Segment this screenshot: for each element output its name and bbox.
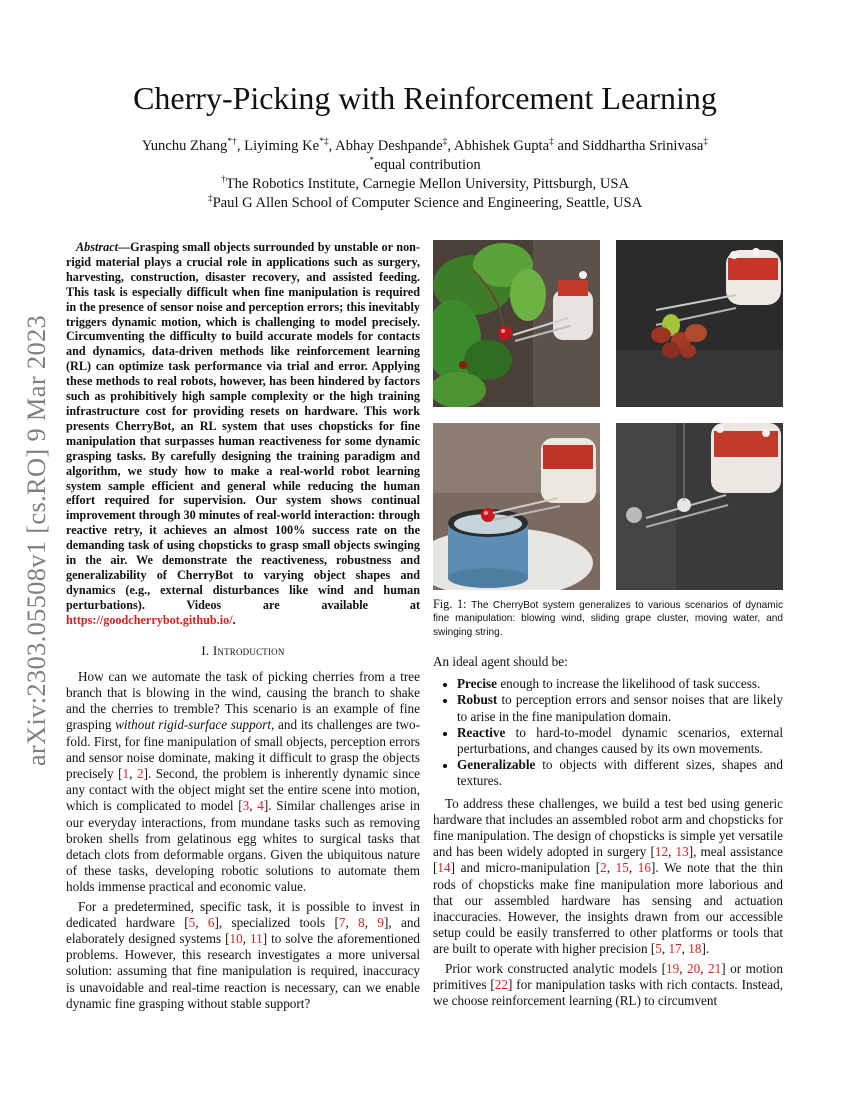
abstract-text: —Grasping small objects surrounded by unstable or non-rigid material plays a crucial role in applications such as surgery, harvesting, construction, disaster recovery, and assisted feeding. This task is especially difficult when fine manipulation is required in the presence of sensor noise and perception errors; this inevitably triggers dynamic motion, which is challenging to model precisely. Circumventing the difficulty to build accurate models for contacts and dynamics, data-driven methods like reinforcement learning (RL) can optimize task performance via trial and error. Applying these methods to real robots, however, has been hindered by factors such as prohibitively high sample complexity or the high training infrastructure cost for providing resets on hardware. This work presents CherryBot, an RL system that uses chopsticks for fine manipulation that surpasses human reactiveness for some dynamic grasping tasks. By carefully designing the training paradigm and algorithm, we study how to make a real-world robot learning system sample efficient and general while reducing the human effort required for supervision. Our system shows continual improvement through 30 minutes of real-world interaction: through reactive retry, it achieves an almost 100% success rate on the demanding task of using chopsticks to grasp small objects swinging in the air. We demonstrate the reactiveness, robustness and generalizability of CherryBot to varying object shapes and dynamics (e.g., external disturbances like wind and human perturbations). Videos are available at: [66, 240, 420, 612]
author-mark: *‡: [319, 137, 329, 148]
citation[interactable]: 20: [687, 960, 701, 976]
abstract: Abstract—Grasping small objects surrounded by unstable or non-rigid material plays a crucial role in applications such as surgery, harvesting, construction, disaster recovery, and assisted feeding. This task is especially difficult when fine manipulation is required in the presence of sensor noise and perception errors; this inevitably triggers dynamic motion, which is challenging to model precisely. Circumventing the difficulty to build accurate models for contacts and dynamics, data-driven methods like reinforcement learning (RL) can optimize task performance via trial and error. Applying these methods to real robots, however, has been hindered by factors such as prohibitively high sample complexity or the high training infrastructure cost for providing resets on hardware. This work presents CherryBot, an RL system that uses chopsticks for fine manipulation that surpasses human reactiveness for some dynamic grasping tasks. By carefully designing the training paradigm and algorithm, we study how to make a real-world robot learning system sample efficient and general while reducing the human effort required for supervision. Our system shows continual improvement through 30 minutes of real-world interaction: through reactive retry, it achieves an almost 100% success rate on the demanding task of using chopsticks to grasp small objects swinging in the air. We demonstrate the reactiveness, robustness and generalizability of CherryBot to varying object shapes and dynamics (e.g., external disturbances like wind and human perturbations). Videos are available at https://goodcherrybot.github.io/.: [66, 240, 420, 627]
citation[interactable]: 14: [437, 860, 451, 876]
citation[interactable]: 2: [136, 765, 144, 781]
author-mark: ‡: [442, 137, 448, 148]
citation[interactable]: 7: [338, 914, 346, 930]
emphasis: without rigid-surface support: [115, 717, 272, 733]
citation[interactable]: 18: [688, 941, 702, 957]
water-cup-scene: [433, 423, 600, 590]
author-name: Abhishek Gupta: [453, 138, 550, 154]
agent-properties-list: [433, 676, 783, 789]
photo-grape-cluster: [616, 240, 783, 407]
citation[interactable]: 5: [655, 941, 662, 957]
author-name: Yunchu Zhang: [141, 138, 228, 154]
paper-title: Cherry-Picking with Reinforcement Learning: [133, 80, 717, 116]
citation[interactable]: 2: [600, 860, 607, 876]
photo-water-cup: [433, 423, 600, 590]
citation[interactable]: 17: [668, 941, 682, 957]
grape-cluster-scene: [616, 240, 783, 407]
citation[interactable]: 1: [122, 765, 130, 781]
citation[interactable]: 19: [666, 960, 680, 976]
abstract-lead: Abstract: [76, 240, 118, 254]
figure-caption-text: The CherryBot system generalizes to various scenarios of dynamic fine manipulation: blowing wind, sliding grape cluster, moving water, and swinging string.: [433, 600, 783, 638]
citation[interactable]: 9: [377, 914, 384, 930]
right-paragraph-1: To address these challenges, we build a test bed using generic hardware that includes an assembled robot arm and chopsticks for fine manipulation. The design of chopsticks is simple yet versatile and has been widely adopted in surgery [12, 13], meal assistance [14] and micro-manipulation [2, 15, 16]. We note that the thin rods of chopsticks make fine manipulation more laborious and that our assembled hardware has sensing and actuation inaccuracies. However, the insights drawn from our accessible setup could be easily transferred to other platforms or tools that are built to operate with higher precision [5, 17, 18].: [433, 795, 783, 957]
citation[interactable]: 11: [250, 931, 263, 947]
figure-1: [433, 240, 783, 590]
citation[interactable]: 6: [207, 914, 215, 930]
agent-intro: An ideal agent should be:: [433, 654, 568, 669]
section-name: Introduction: [212, 642, 285, 658]
author-block: [0, 137, 850, 213]
affiliation-cmu: †The Robotics Institute, Carnegie Mellon University, Pittsburgh, USA: [220, 175, 630, 192]
swinging-string-scene: [616, 423, 783, 590]
list-item: • Generalizable to objects with different sizes, shapes and textures.: [457, 757, 783, 789]
citation[interactable]: 12: [654, 844, 669, 860]
citation[interactable]: 16: [637, 860, 651, 876]
citation[interactable]: 10: [229, 931, 243, 947]
intro-paragraph-1: How can we automate the task of picking cherries from a tree branch that is blowing in the wind, causing the branch to shake and the cherries to tremble? This scenario is an example of fine grasping without rigid-surface support, and its challenges are two-fold. First, for fine manipulation of small objects, perception errors and sensor noise dominate, making it difficult to grasp the objects precisely [1, 2]. Second, the problem is inherently dynamic since any contact with the object might set the entire scene into motion, which is complicated to model [3, 4]. Similar challenges arise in our everyday interactions, from mundane tasks such as removing broken shells from gelatinous egg whites to surgical tasks that detach clots from deformable organs. Given the ubiquitous nature of these tasks, developing robotic solutions to automate them holds immense practical and economic value.: [66, 668, 421, 895]
right-column: [433, 654, 783, 1012]
list-item: • Precise enough to increase the likelihood of task success.: [457, 676, 783, 692]
citation[interactable]: 8: [358, 914, 365, 930]
project-link[interactable]: https://goodcherrybot.github.io/: [66, 612, 233, 627]
citation[interactable]: 3: [242, 798, 250, 814]
right-paragraph-2: Prior work constructed analytic models [19, 20, 21] or motion primitives [22] for manipulation tasks with rich contacts. Instead, we choose reinforcement learning (RL) to circumvent: [433, 960, 783, 1009]
citation[interactable]: 5: [188, 914, 196, 930]
left-column: [66, 240, 420, 1015]
cherry-tree-scene: [433, 240, 600, 407]
author-mark: ‡: [549, 137, 554, 148]
section-heading-introduction: I. Introduction: [201, 642, 285, 658]
author-name: Siddhartha Srinivasa: [582, 138, 704, 154]
arxiv-side-label: [6, 290, 68, 790]
citation[interactable]: 13: [675, 844, 689, 860]
list-item: • Reactive to hard-to-model dynamic scenarios, external perturbations, and changes caused by its own movements.: [457, 725, 783, 757]
author-name: Abhay Deshpande: [335, 138, 443, 154]
citation[interactable]: 4: [257, 798, 264, 814]
author-name: Liyiming Ke: [244, 138, 320, 154]
author-mark: *†: [227, 137, 237, 148]
affiliation-uw: ‡Paul G Allen School of Computer Science and Engineering, Seattle, USA: [207, 194, 643, 211]
figure-label: Fig. 1:: [433, 597, 472, 611]
photo-swinging-string: [616, 423, 783, 590]
author-list: Yunchu Zhang*†, Liyiming Ke*‡, Abhay Deshpande‡, Abhishek Gupta‡ and Siddhartha Srinivasa‡: [141, 137, 709, 154]
list-item: • Robust to perception errors and sensor noises that are likely to arise in the fine manipulation domain.: [457, 692, 783, 724]
intro-paragraph-2: For a predetermined, specific task, it is possible to invest in dedicated hardware [5, 6], specialized tools [7, 8, 9], and elaborately designed systems [10, 11] to solve the aforementioned problems. However, this research investigates a more universal solution: assuming that fine manipulation is required, inaccuracy is unavoidable and real-time reaction is necessary, can we enable dynamic fine grasping without stable support?: [66, 898, 421, 1011]
citation[interactable]: 22: [494, 976, 508, 992]
arxiv-identifier: arXiv:2303.05508v1 [cs.RO] 9 Mar 2023: [21, 314, 52, 766]
citation[interactable]: 21: [708, 960, 722, 976]
photo-cherry-tree: [433, 240, 600, 407]
equal-contribution-note: *equal contribution: [369, 156, 481, 173]
citation[interactable]: 15: [615, 860, 629, 876]
author-mark: ‡: [703, 137, 709, 148]
figure-caption: [433, 598, 783, 639]
